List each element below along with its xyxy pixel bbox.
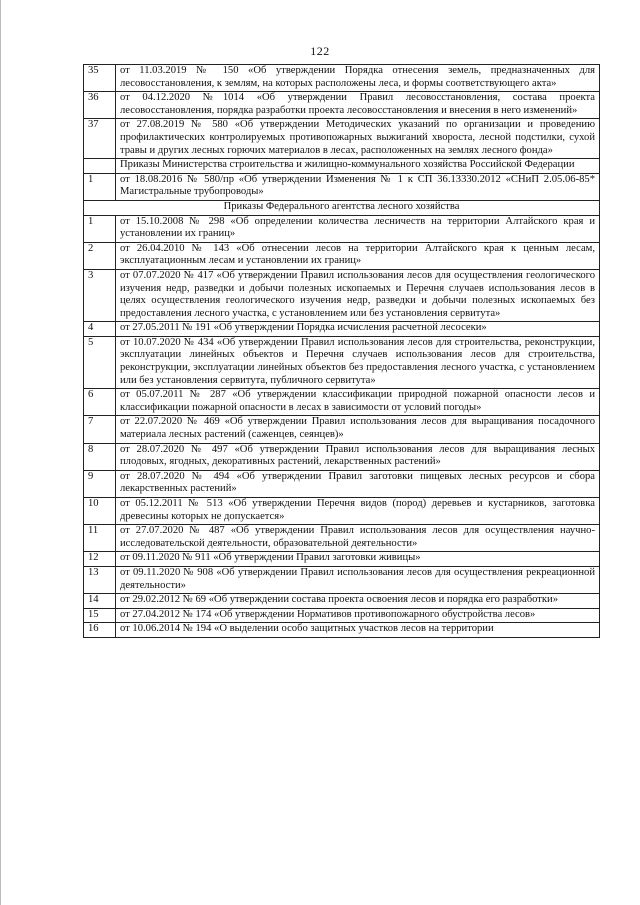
row-text: от 10.06.2014 № 194 «О выделении особо защитных участков лесов на территории: [116, 623, 600, 638]
row-number: 2: [84, 242, 116, 269]
row-text: от 27.04.2012 № 174 «Об утверждении Нормативов противопожарного обустройства лесов»: [116, 608, 600, 623]
table-row: [84, 594, 600, 609]
table-row: [84, 92, 600, 119]
table-row: [84, 389, 600, 416]
table-row: [84, 416, 600, 443]
table-row: [84, 336, 600, 388]
row-number: 8: [84, 443, 116, 470]
row-text: от 11.03.2019 № 150 «Об утверждении Порядка отнесения земель, предназначенных для лесовосстановления, к землям, на которых расположены леса, и формы соответствующего акта»: [116, 65, 600, 92]
row-text: от 27.05.2011 № 191 «Об утверждении Порядка исчисления расчетной лесосеки»: [116, 322, 600, 337]
row-number: 35: [84, 65, 116, 92]
section-heading: Приказы Федерального агентства лесного хозяйства: [84, 200, 600, 215]
row-number: 9: [84, 470, 116, 497]
table-body: [84, 65, 600, 638]
legal-acts-table: [83, 64, 600, 638]
row-text: от 26.04.2010 № 143 «Об отнесении лесов на территории Алтайского края к ценным лесам, эксплуатационным лесам и установлении их границ»: [116, 242, 600, 269]
row-number: 15: [84, 608, 116, 623]
row-text: от 22.07.2020 № 469 «Об утверждении Правил использования лесов для выращивания посадочного материала лесных растений (саженцев, сеянцев)»: [116, 416, 600, 443]
table-row: [84, 322, 600, 337]
row-text: от 07.07.2020 № 417 «Об утверждении Правил использования лесов для осуществления геологического изучения недр, разведки и добычи полезных ископаемых и Перечня случаев использования лесов в целях осуществления геологического изучения недр, разведки и добычи полезных ископаемых без предоставления лесного участка, с установлением или без установления сервитута»: [116, 269, 600, 321]
row-text: от 15.10.2008 № 298 «Об определении количества лесничеств на территории Алтайского края и установлении их границ»: [116, 215, 600, 242]
table-row: [84, 552, 600, 567]
row-number: 1: [84, 215, 116, 242]
table-row: [84, 623, 600, 638]
row-text: от 04.12.2020 №1014 «Об утверждении Правил лесовосстановления, состава проекта лесовосстановления, порядка разработки проекта лесовосстановления и внесения в него изменений»: [116, 92, 600, 119]
row-number: 16: [84, 623, 116, 638]
row-number: 4: [84, 322, 116, 337]
row-number: [84, 159, 116, 174]
table-row: [84, 525, 600, 552]
row-number: 14: [84, 594, 116, 609]
table-row: [84, 242, 600, 269]
row-number: 36: [84, 92, 116, 119]
row-number: 1: [84, 173, 116, 200]
scan-edge-line: [0, 0, 1, 905]
row-number: 11: [84, 525, 116, 552]
row-text: от 05.12.2011 № 513 «Об утверждении Перечня видов (пород) деревьев и кустарников, заготовка древесины которых не допускается»: [116, 498, 600, 525]
page-number: 122: [310, 44, 330, 58]
row-number: 10: [84, 498, 116, 525]
row-text: от 09.11.2020 № 908 «Об утверждении Правил использования лесов для осуществления рекреационной деятельности»: [116, 566, 600, 593]
row-text: от 05.07.2011 № 287 «Об утверждении классификации природной пожарной опасности лесов и классификации пожарной опасности в лесах в зависимости от условий погоды»: [116, 389, 600, 416]
row-text: от 27.07.2020 № 487 «Об утверждении Правил использования лесов для осуществления научно-исследовательской деятельности, образовательной деятельности»: [116, 525, 600, 552]
table-row: [84, 566, 600, 593]
section-heading-row: [84, 200, 600, 215]
row-text: от 28.07.2020 № 497 «Об утверждении Правил использования лесов для выращивания лесных плодовых, ягодных, декоративных растений, лекарственных растений»: [116, 443, 600, 470]
table-row: [84, 269, 600, 321]
table-row: [84, 65, 600, 92]
row-text: от 28.07.2020 № 494 «Об утверждении Правил заготовки пищевых лесных ресурсов и сбора лекарственных растений»: [116, 470, 600, 497]
row-number: 37: [84, 119, 116, 159]
subheading-text: Приказы Министерства строительства и жилищно-коммунального хозяйства Российской Федерации: [116, 159, 600, 174]
table-row: [84, 173, 600, 200]
table-row: [84, 119, 600, 159]
row-text: от 18.08.2016 № 580/пр «Об утверждении Изменения № 1 к СП 36.13330.2012 «СНиП 2.05.06-85* Магистральные трубопроводы»: [116, 173, 600, 200]
row-number: 6: [84, 389, 116, 416]
table-row: [84, 215, 600, 242]
table-row: [84, 498, 600, 525]
row-text: от 27.08.2019 № 580 «Об утверждении Методических указаний по организации и проведению профилактических контролируемых противопожарных выжиганий хвороста, лесной подстилки, сухой травы и других лесных горючих материалов в лесах, расположенных на землях лесного фонда»: [116, 119, 600, 159]
row-number: 13: [84, 566, 116, 593]
row-number: 12: [84, 552, 116, 567]
row-text: от 10.07.2020 № 434 «Об утверждении Правил использования лесов для строительства, реконструкции, эксплуатации линейных объектов и Перечня случаев использования лесов для строительства, реконструкции, эксплуатации линейных объектов без предоставления лесного участка, с установлением или без установления сервитута, публичного сервитута»: [116, 336, 600, 388]
row-text: от 29.02.2012 № 69 «Об утверждении состава проекта освоения лесов и порядка его разработки»: [116, 594, 600, 609]
table-row: [84, 470, 600, 497]
row-number: 7: [84, 416, 116, 443]
row-text: от 09.11.2020 № 911 «Об утверждении Правил заготовки живицы»: [116, 552, 600, 567]
subheading-row: [84, 159, 600, 174]
row-number: 5: [84, 336, 116, 388]
table-row: [84, 608, 600, 623]
row-number: 3: [84, 269, 116, 321]
table-row: [84, 443, 600, 470]
